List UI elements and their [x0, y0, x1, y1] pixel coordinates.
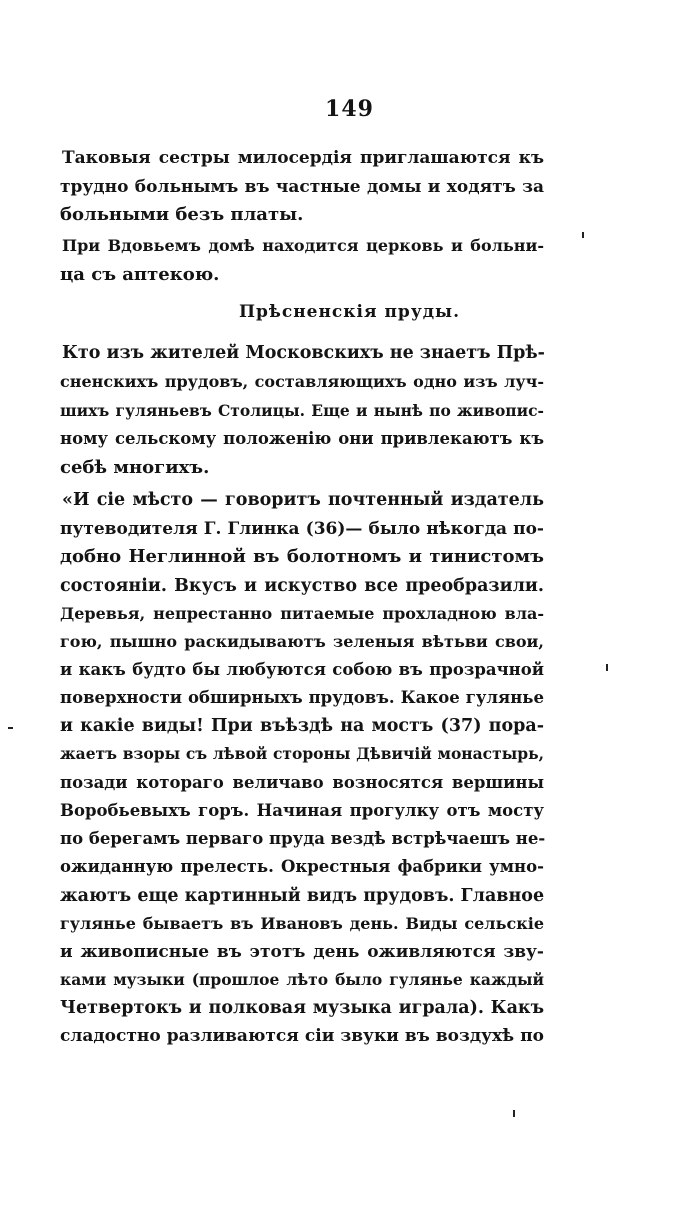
text-line: жаетъ взоры съ лѣвой стороны Дѣвичій монастырь, [60, 744, 544, 763]
text-line: и живописные въ этотъ день оживляются зву- [60, 942, 544, 962]
text-line: позади котораго величаво возносятся вершины [60, 773, 544, 792]
text-line: При Вдовьемъ домѣ находится церковь и больни- [62, 236, 544, 255]
text-line: поверхности обширныхъ прудовъ. Какое гулянье [60, 688, 544, 707]
text-line: по берегамъ перваго пруда вездѣ встрѣчаешъ не- [60, 829, 546, 848]
text-line: сладостно разливаются сіи звуки въ воздухѣ по [60, 1026, 544, 1046]
text-line: жаютъ еще картинный видъ прудовъ. Главное [60, 886, 545, 906]
text-line: ками музыки (прошлое лѣто было гулянье каждый [60, 970, 544, 989]
scan-speck [8, 727, 13, 729]
text-line: путеводителя Г. Глинка (36)— было нѣкогда по- [60, 519, 544, 539]
text-line: гою, пышно раскидываютъ зеленыя вѣтьви свои, [60, 632, 544, 651]
text-line: ца съ аптекою. [60, 264, 220, 285]
text-line: ному сельскому положенію они привлекаютъ къ [60, 429, 544, 448]
text-line: трудно больнымъ въ частные домы и ходятъ за [60, 177, 544, 197]
text-line: Таковыя сестры милосердія приглашаются къ [62, 148, 544, 168]
text-line: гулянье бываетъ въ Ивановъ день. Виды сельскіе [60, 914, 544, 933]
text-line: и какіе виды! При въѣздѣ на мостъ (37) пора- [60, 716, 544, 736]
text-line: Деревья, непрестанно питаемые прохладною вла- [60, 604, 544, 623]
page-number: 149 [325, 96, 374, 122]
text-line: Воробьевыхъ горъ. Начиная прогулку отъ мосту [60, 801, 544, 820]
text-line: Четвертокъ и полковая музыка играла). Какъ [60, 998, 544, 1018]
text-line: и какъ будто бы любуются собою въ прозрачной [60, 660, 544, 679]
text-line: шихъ гуляньевъ Столицы. Еще и нынѣ по живопис- [60, 401, 544, 420]
text-line: состояніи. Вкусъ и искуство все преобразили. [60, 576, 544, 596]
scan-speck [582, 232, 584, 238]
scan-speck [513, 1110, 515, 1117]
text-line: сненскихъ прудовъ, составляющихъ одно изъ луч- [60, 372, 544, 391]
text-line: себѣ многихъ. [60, 457, 210, 478]
section-heading: Прѣсненскія пруды. [238, 302, 460, 322]
text-line: больными безъ платы. [60, 204, 304, 225]
text-line: «И сіе мѣсто — говоритъ почтенный издатель [62, 490, 544, 510]
text-line: ожиданную прелесть. Окрестныя фабрики умно- [60, 857, 544, 876]
text-line: добно Неглинной въ болотномъ и тинистомъ [60, 546, 544, 567]
scan-speck [606, 664, 608, 671]
text-line: Кто изъ жителей Московскихъ не знаетъ Прѣ- [62, 343, 545, 363]
